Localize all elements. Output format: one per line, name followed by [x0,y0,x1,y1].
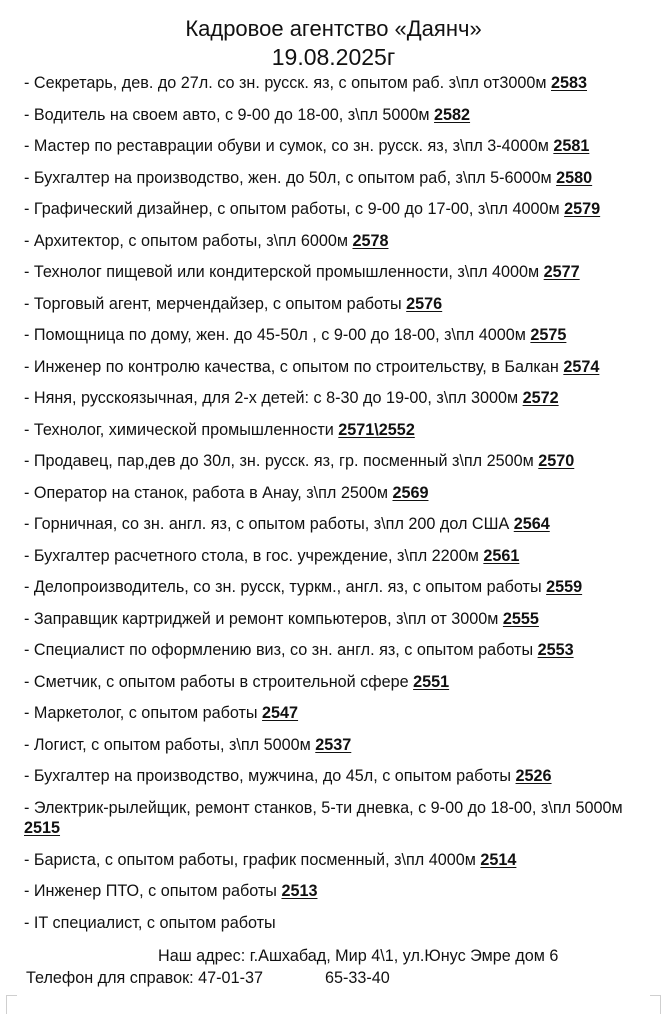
job-description: - Технолог, химической промышленности [24,420,339,439]
job-description: - Заправщик картриджей и ремонт компьютеров, з\пл от 3000м [24,609,503,628]
job-listing [24,262,660,282]
job-description: - Бариста, с опытом работы, график посменный, з\пл 4000м [24,850,481,869]
job-description: - Специалист по оформлению виз, со зн. англ. яз, с опытом работы [24,641,538,659]
phone-secondary: 65-33-40 [324,969,390,987]
job-code: 2578 [352,231,389,250]
job-listing [24,168,660,188]
job-code: 2572 [522,389,559,407]
job-listing [24,483,660,503]
job-listing [24,199,660,219]
job-listing [24,105,660,125]
job-description: - Водитель на своем авто, с 9-00 до 18-00, з\пл 5000м [24,105,435,124]
job-description: - IT специалист, с опытом работы [24,913,276,932]
phone-primary: Телефон для справок: 47-01-37 [26,969,263,987]
job-code: 2515 [24,818,61,837]
job-description: - Логист, с опытом работы, з\пл 5000м [24,735,316,754]
job-code: 2553 [537,641,574,659]
job-listing [24,881,660,901]
job-code: 2576 [406,294,443,313]
job-description: - Маркетолог, с опытом работы [24,704,263,722]
job-code: 2571\2552 [338,420,415,439]
job-code: 2583 [551,74,588,92]
job-code: 2570 [538,452,575,470]
job-list [24,73,660,944]
job-description: - Мастер по реставрации обуви и сумок, со зн. русск. яз, з\пл 3-4000м [24,137,554,155]
job-description: - Графический дизайнер, с опытом работы, с 9-00 до 17-00, з\пл 4000м [24,200,565,218]
job-listing [24,546,660,566]
job-code: 2582 [434,105,471,124]
job-listing [24,766,660,786]
job-listing [24,420,660,440]
job-listing [24,451,660,471]
job-listing [24,231,660,251]
job-description: - Инженер ПТО, с опытом работы [24,882,282,900]
job-code: 2537 [315,735,352,754]
job-code: 2569 [392,483,429,502]
job-description: - Помощница по дому, жен. до 45-50л , с 9-00 до 18-00, з\пл 4000м [24,326,531,344]
job-listing [24,640,660,660]
job-listing [24,388,660,408]
job-description: - Оператор на станок, работа в Анау, з\пл 2500м [24,483,393,502]
job-listing [24,735,660,755]
job-code: 2574 [563,357,600,376]
job-description: - Бухгалтер на производство, жен. до 50л, с опытом раб, з\пл 5-6000м [24,168,557,187]
job-code: 2579 [564,200,601,218]
job-listing [24,514,660,534]
job-listing [24,798,624,838]
job-description: - Сметчик, с опытом работы в строительной сфере [24,672,414,691]
job-description: - Продавец, пар,дев до 30л, зн. русск. яз, гр. посменный з\пл 2500м [24,452,539,470]
job-listing [24,577,660,597]
job-code: 2555 [502,609,539,628]
job-description: - Инженер по контролю качества, с опытом по строительству, в Балкан [24,357,564,376]
job-listing [24,325,660,345]
job-description: - Няня, русскоязычная, для 2-х детей: с 8-30 до 19-00, з\пл 3000м [24,389,523,407]
job-code: 2581 [553,137,590,155]
job-description: - Секретарь, дев. до 27л. со зн. русск. яз, с опытом раб. з\пл от3000м [24,74,551,92]
job-listing [24,357,660,377]
job-code: 2564 [513,515,550,533]
job-code: 2561 [483,546,520,565]
job-description: - Торговый агент, мерчендайзер, с опытом работы [24,294,407,313]
job-code: 2514 [480,850,517,869]
job-code: 2551 [413,672,450,691]
job-code: 2547 [262,704,299,722]
job-code: 2575 [530,326,567,344]
job-listing [24,850,660,870]
job-description: - Электрик-рылейщик, ремонт станков, 5-ти дневка, с 9-00 до 18-00, з\пл 5000м [24,798,623,817]
job-listing [24,73,660,93]
job-description: - Бухгалтер на производство, мужчина, до 45л, с опытом работы [24,767,516,785]
job-listing [24,672,660,692]
job-listing [24,294,660,314]
job-listing [24,609,660,629]
job-code: 2526 [515,767,552,785]
job-listing [24,913,660,933]
agency-title: Кадровое агентство «Даянч» [185,16,482,41]
job-code: 2580 [556,168,593,187]
job-listing [24,136,660,156]
document-date: 19.08.2025г [271,44,396,70]
job-description: - Архитектор, с опытом работы, з\пл 6000м [24,231,353,250]
job-description: - Бухгалтер расчетного стола, в гос. учреждение, з\пл 2200м [24,546,484,565]
job-code: 2513 [281,882,318,900]
job-listing [24,703,660,723]
phone-line [26,968,390,988]
job-description: - Технолог пищевой или кондитерской промышленности, з\пл 4000м [24,263,544,281]
page-corner-mark-right [650,995,661,1014]
job-description: - Делопроизводитель, со зн. русск, туркм., англ. яз, с опытом работы [24,578,547,596]
address-line: Наш адрес: г.Ашхабад, Мир 4\1, ул.Юнус Эмре дом 6 [158,947,559,965]
page-corner-mark-left [6,995,17,1014]
job-code: 2577 [543,263,580,281]
job-description: - Горничная, со зн. англ. яз, с опытом работы, з\пл 200 дол США [24,515,514,533]
job-code: 2559 [546,578,583,596]
